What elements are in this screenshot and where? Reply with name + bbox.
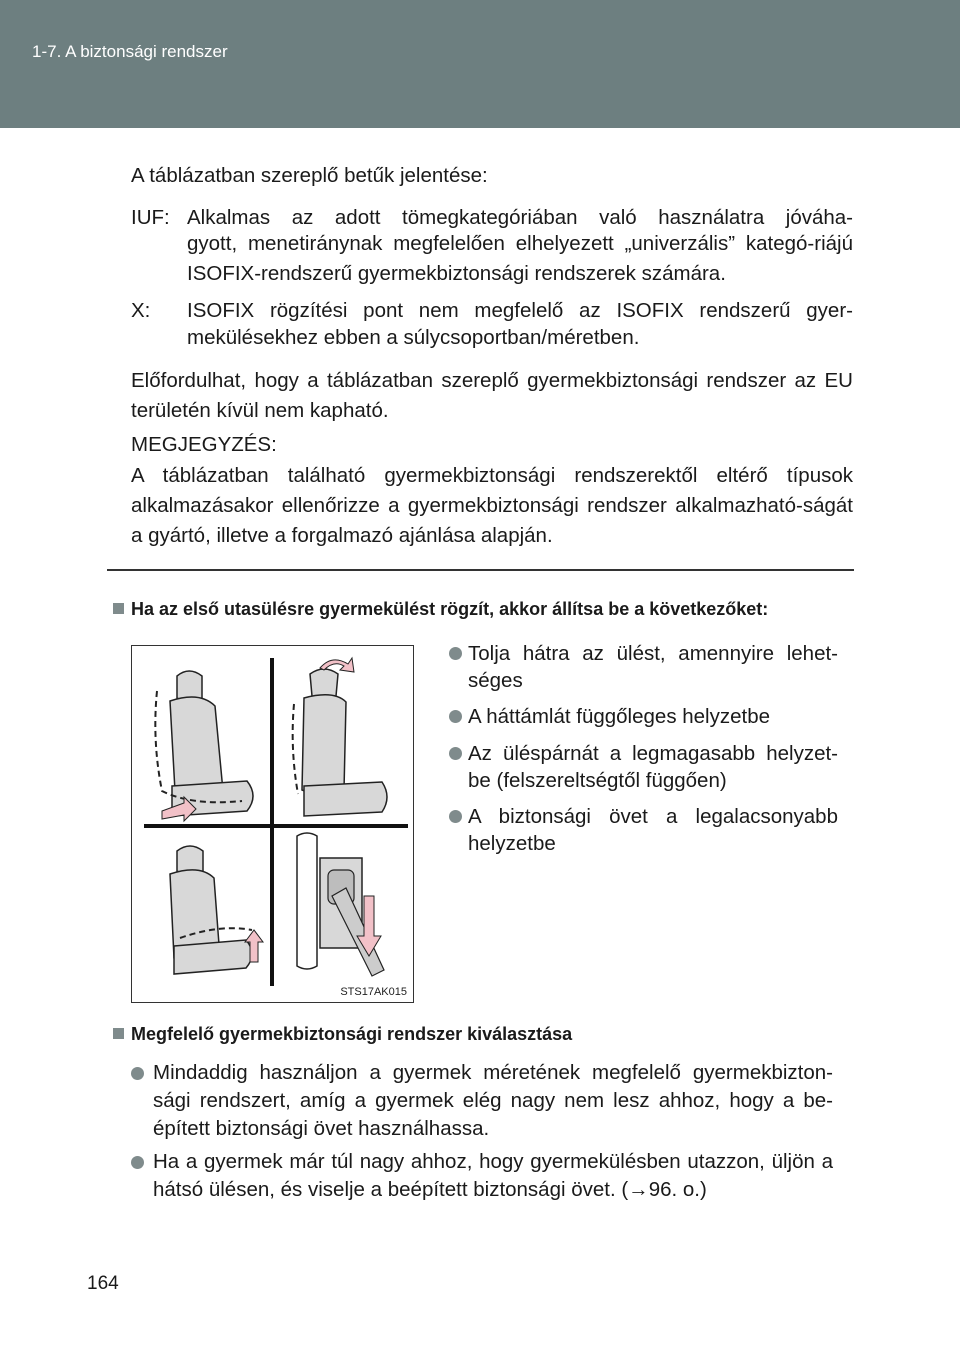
definition-text-iuf: gyott, menetiránynak megfelelően elhelyezett „univerzális” kategó-riájú ISOFIX-rendszerű gyermekbiztonsági rendszerek számára. bbox=[187, 232, 853, 285]
definition-text-iuf-line1: Alkalmas az adott tömegkategóriában való használatra jóváha- bbox=[187, 206, 853, 229]
definition-term-iuf: IUF: bbox=[131, 206, 170, 229]
bullet-backrest-upright: A háttámlát függőleges helyzetbe bbox=[468, 705, 771, 728]
page-number: 164 bbox=[87, 1273, 119, 1294]
bullet-cushion-highest: Az üléspárnát a legmagasabb helyzet-be (felszereltségtől függően) bbox=[468, 742, 838, 792]
section-heading-front-seat bbox=[113, 597, 768, 621]
square-bullet-icon bbox=[113, 1028, 124, 1039]
round-bullet-icon bbox=[449, 747, 462, 760]
note-text: A táblázatban található gyermekbiztonsági rendszerektől eltérő típusok alkalmazásakor ellenőrizze a gyermekbiztonsági rendszer alkalmazható-ságát a gyártó, illetve a forgalmazó ajánlása alapján. bbox=[131, 464, 853, 547]
availability-note: Előfordulhat, hogy a táblázatban szereplő gyermekbiztonsági rendszer az EU területén kívül nem kapható. bbox=[131, 369, 853, 422]
section-heading-selection bbox=[113, 1022, 572, 1046]
round-bullet-icon bbox=[131, 1067, 144, 1080]
round-bullet-icon bbox=[449, 710, 462, 723]
section-heading-text: Ha az első utasülésre gyermekülést rögzít, akkor állítsa be a következőket: bbox=[131, 599, 769, 619]
seat-illustration bbox=[132, 646, 412, 1001]
note-heading: MEGJEGYZÉS: bbox=[131, 433, 277, 456]
definition-text-x-line1: ISOFIX rögzítési pont nem megfelelő az ISOFIX rendszerű gyer- bbox=[187, 299, 853, 322]
figure-caption: STS17AK015 bbox=[340, 986, 407, 998]
definition-text-x: mekülésekhez ebben a súlycsoportban/méretben. bbox=[187, 326, 640, 349]
bullet-move-seat-back: Tolja hátra az ülést, amennyire lehet-séges bbox=[468, 642, 838, 692]
bullet-use-suitable-seat: Mindaddig használjon a gyermek méretének megfelelő gyermekbizton-sági rendszert, amíg a gyermek elég nagy nem lesz ahhoz, hogy a be-épített biztonsági övet használhassa. bbox=[153, 1061, 833, 1140]
intro-text: A táblázatban szereplő betűk jelentése: bbox=[131, 164, 488, 187]
definition-term-x: X: bbox=[131, 299, 151, 322]
divider bbox=[107, 569, 854, 571]
round-bullet-icon bbox=[131, 1156, 144, 1169]
section-title: 1-7. A biztonsági rendszer bbox=[32, 42, 228, 61]
page-header bbox=[0, 0, 960, 128]
section-heading-text: Megfelelő gyermekbiztonsági rendszer kiválasztása bbox=[131, 1024, 573, 1044]
bullet-belt-lowest: A biztonsági övet a legalacsonyabb helyzetbe bbox=[468, 805, 838, 855]
round-bullet-icon bbox=[449, 810, 462, 823]
seat-adjustment-figure bbox=[131, 645, 414, 1003]
square-bullet-icon bbox=[113, 603, 124, 614]
round-bullet-icon bbox=[449, 647, 462, 660]
bullet-rear-seat-belt: Ha a gyermek már túl nagy ahhoz, hogy gyermekülésben utazzon, üljön a hátsó ülésen, és viselje a beépített biztonsági övet. (→96. o.) bbox=[153, 1150, 833, 1201]
